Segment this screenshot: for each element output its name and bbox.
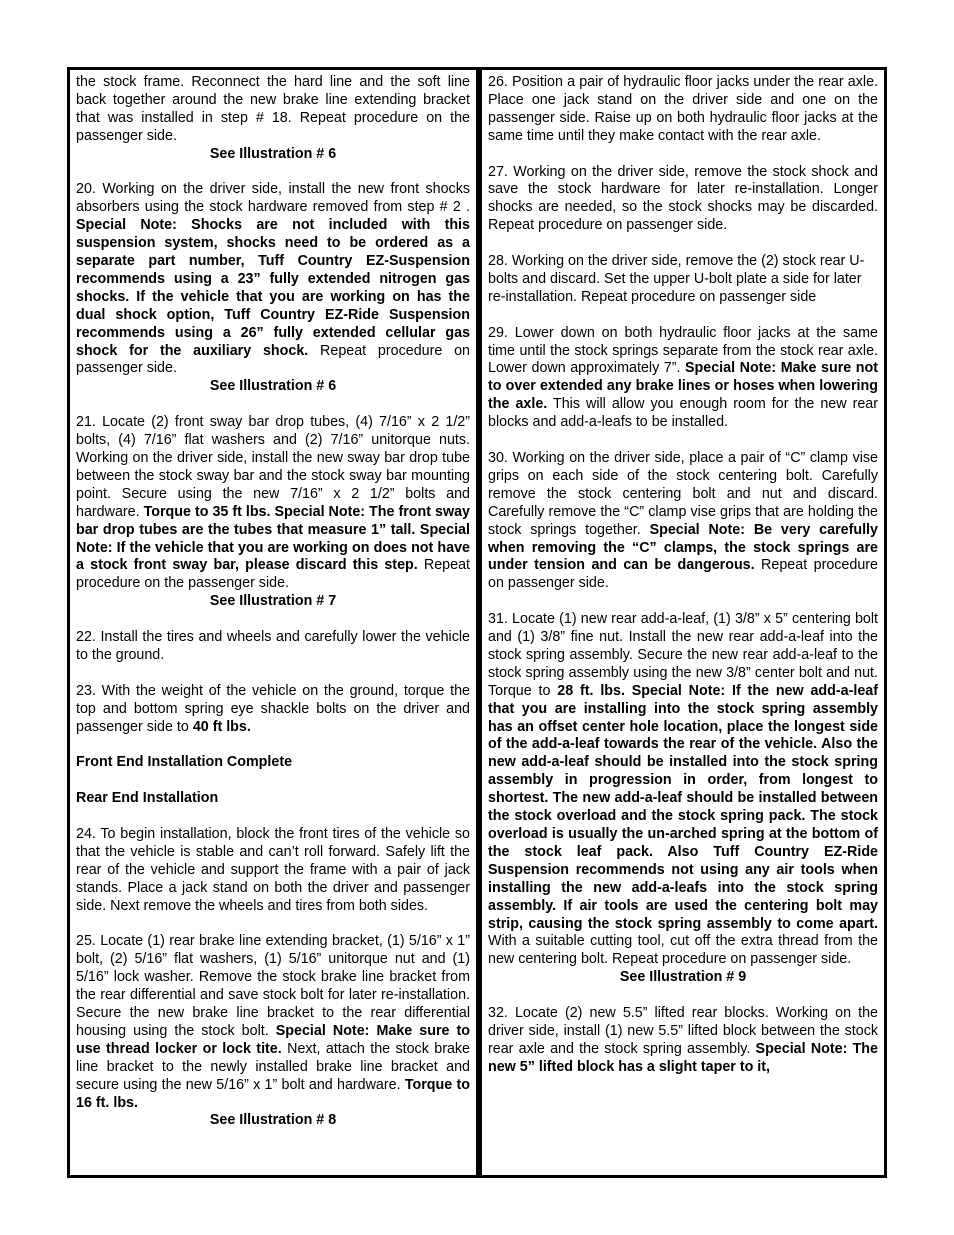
step-25-torque: Torque to 16 ft. lbs. (76, 1076, 470, 1111)
step-29-text-2: This will allow you enough room for the new rear blocks and add-a-leafs to be installed. (488, 396, 878, 431)
illustration-ref-6a: See Illustration # 6 (209, 145, 337, 162)
page-frame (67, 67, 887, 1178)
step-31-text: 31. Locate (1) new rear add-a-leaf, (1) 3/8” x 5” centering bolt and (1) 3/8” fine nut. Install the new rear add-a-leaf into the stock spring assembly. Secure the new rear add-a-leaf to the stock spring assembly using the new 3/8” center bolt and nut. Torque to (488, 611, 878, 699)
step-23-torque: 40 ft lbs. (192, 718, 251, 735)
step-24: 24. To begin installation, block the front tires of the vehicle so that the vehicle is stable and can’t roll forward. Safely lift the rear of the vehicle and support the frame with a pair of jack stands. Place a jack stand on both the driver and passenger side. Next remove the wheels and tires from both sides. (76, 825, 470, 914)
illustration-ref-6b: See Illustration # 6 (209, 378, 337, 395)
step-21-note: Torque to 35 ft lbs. Special Note: The front sway bar drop tubes are the tubes that measure 1” tall. Special Note: If the vehicle that you are working on does not have a stock front sway bar, please discard this step. (76, 503, 470, 574)
step-19-text: the stock frame. Reconnect the hard line and the soft line back together around the new brake line extending bracket that was installed in step # 18. Repeat procedure on the passenger side. (76, 74, 470, 144)
step-31-text-2: With a suitable cutting tool, cut off the extra thread from the new centering bolt. Repeat procedure on passenger side. (488, 933, 878, 968)
illustration-ref-8: See Illustration # 8 (209, 1112, 337, 1129)
left-column (70, 70, 479, 1175)
step-30 (488, 450, 878, 593)
step-25-text-2: Next, attach the stock brake line bracket to the newly installed brake line bracket and secure using the new 5/16” x 1” bolt and hardware. (76, 1040, 471, 1093)
step-20-text: 20. Working on the driver side, install the new front shocks absorbers using the stock hardware removed from step # 2 . (76, 181, 470, 216)
step-25 (76, 933, 470, 1112)
step-32-text: 32. Locate (2) new 5.5” lifted rear blocks. Working on the driver side, install (1) new 5.5” lifted block between the stock rear axle and the stock spring assembly. (488, 1005, 878, 1057)
step-29-text: 29. Lower down on both hydraulic floor jacks at the same time until the stock springs separate from the stock rear axle. Lower down approximately 7”. (488, 324, 878, 377)
step-20-repeat: Repeat procedure on passenger side. (76, 342, 470, 377)
front-end-complete-heading: Front End Installation Complete (76, 754, 293, 771)
step-27: 27. Working on the driver side, remove the stock shock and save the stock hardware for later re-installation. Longer shocks are needed, so the stock shocks may be discarded. Repeat procedure on passenger side. (488, 163, 878, 234)
step-32-note: Special Note: The new 5” lifted block has a slight taper to it, (488, 1040, 878, 1075)
step-28: 28. Working on the driver side, remove the (2) stock rear U-bolts and discard. Set the upper U-bolt plate a side for later re-installation. Repeat procedure on passenger side (488, 253, 865, 305)
step-30-repeat: Repeat procedure on passenger side. (488, 557, 878, 592)
step-32 (488, 1005, 878, 1077)
rear-end-installation-heading: Rear End Installation (76, 790, 219, 807)
step-20-note: Special Note: Shocks are not included with this suspension system, shocks need to be ordered as a separate part number, Tuff Country EZ-Suspension recommends using a 23” fully extended nitrogen gas shocks. If the vehicle that you are working on has the dual shock option, Tuff Country EZ-Ride Suspension recommends using a 26” fully extended cellular gas shock for the auxiliary shock. (76, 217, 470, 359)
step-31 (488, 611, 878, 969)
step-25-note: Special Note: Make sure to use thread locker or lock tite. (76, 1022, 471, 1057)
step-23 (76, 683, 470, 737)
illustration-ref-7: See Illustration # 7 (209, 593, 337, 610)
step-20 (76, 181, 470, 378)
step-25-text: 25. Locate (1) rear brake line extending bracket, (1) 5/16” x 1” bolt, (2) 5/16” flat washers, (1) 5/16” unitorque nut and (1) 5/16” lock washer. Remove the stock brake line bracket from the rear differential and save stock bolt for later re-installation. Secure the new brake line bracket to the rear differential housing using the stock bolt. (76, 933, 470, 1039)
step-29-note: Special Note: Make sure not to over extended any brake lines or hoses when lowering the axle. (488, 360, 878, 413)
step-30-note: Special Note: Be very carefully when removing the “C” clamps, the stock springs are under tension and can be dangerous. (488, 521, 878, 574)
step-30-text: 30. Working on the driver side, place a pair of “C” clamp vise grips on each side of the stock centering bolt. Carefully remove the stock centering bolt and nut and discard. Carefully remove the “C” clamp vise grips that are holding the stock springs together. (488, 449, 878, 538)
step-21-repeat: Repeat procedure on the passenger side. (76, 557, 471, 592)
step-29 (488, 325, 878, 432)
step-31-note: 28 ft. lbs. Special Note: If the new add-a-leaf that you are installing into the stock spring assembly has an offset center hole location, place the longest side of the add-a-leaf towards the rear of the vehicle. Also the new add-a-leaf should be installed into the stock spring assembly in progression in order, from longest to shortest. The new add-a-leaf should be installed between the stock overload and the stock spring pack. The stock overload is usually the un-arched spring at the bottom of the stock leaf pack. Also Tuff Country EZ-Ride Suspension recommends not using any air tools when installing the new add-a-leafs into the stock spring assembly. If air tools are used the centering bolt may strip, causing the stock spring assembly to come apart. (488, 682, 878, 932)
step-21 (76, 414, 470, 593)
step-19-continued (76, 74, 470, 146)
step-22: 22. Install the tires and wheels and carefully lower the vehicle to the ground. (76, 629, 470, 663)
step-23-text: 23. With the weight of the vehicle on the ground, torque the top and bottom spring eye shackle bolts on the driver and passenger side to (76, 682, 470, 735)
illustration-ref-9: See Illustration # 9 (619, 969, 747, 986)
step-21-text: 21. Locate (2) front sway bar drop tubes, (4) 7/16” x 2 1/2” bolts, (4) 7/16” flat washers and (2) 7/16” unitorque nuts. Working on the driver side, install the new sway bar drop tube between the stock sway bar and the stock sway bar mounting point. Secure using the new 7/16” x 2 1/2” bolts and hardware. (76, 414, 470, 520)
right-column (479, 70, 884, 1175)
step-26: 26. Position a pair of hydraulic floor jacks under the rear axle. Place one jack stand on the driver side and one on the passenger side. Raise up on both hydraulic floor jacks at the same time until they make contact with the rear axle. (488, 74, 878, 144)
